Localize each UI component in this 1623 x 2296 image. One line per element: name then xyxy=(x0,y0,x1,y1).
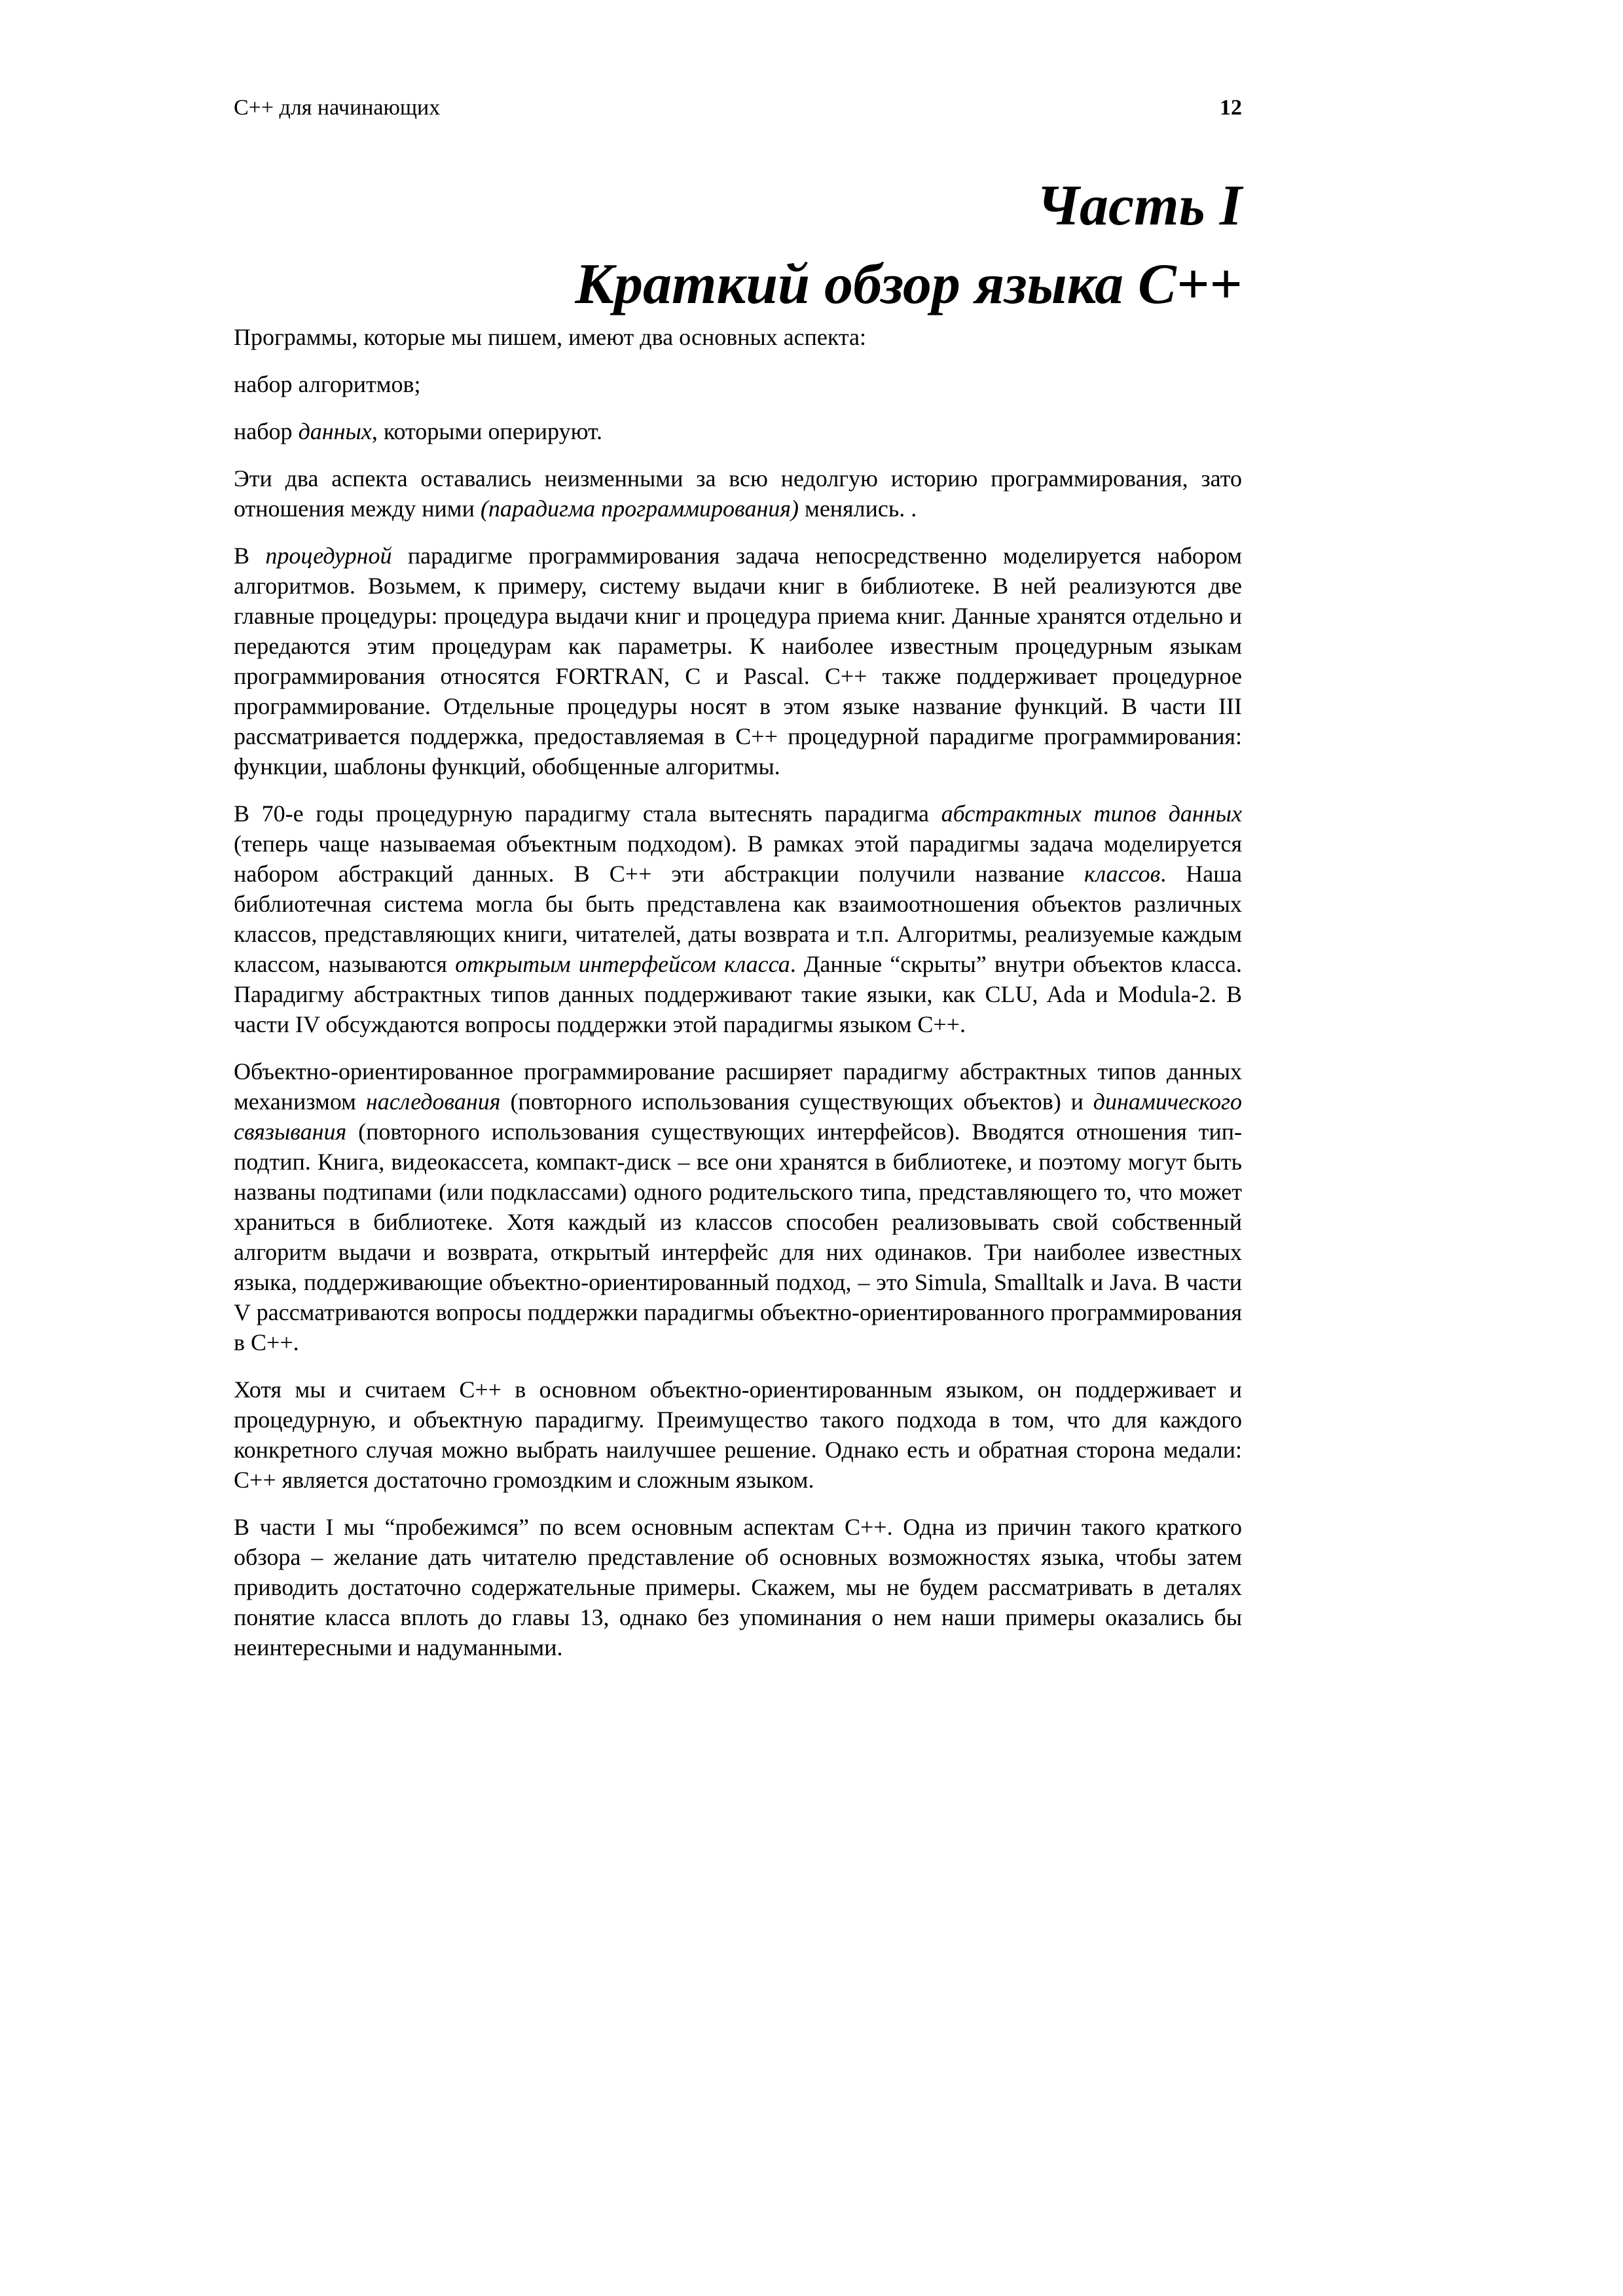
text-run: (теперь чаще называемая объектным подходом). В рамках этой парадигмы задача моделируется набором абстракций данных. В С++ эти абстракции получили название xyxy=(234,831,1242,887)
italic-term: процедурной xyxy=(265,543,392,569)
text-run: . Данные “скрыты” внутри объектов класса. Парадигму абстрактных типов данных поддерживают такие языки, как CLU, Ada и Modula-2. В части IV обсуждаются вопросы поддержки этой парадигмы языком С++. xyxy=(234,951,1242,1037)
text-run: , которыми оперируют. xyxy=(371,418,603,444)
body-text xyxy=(234,322,1242,1679)
part-heading xyxy=(234,167,1242,324)
text-run: (повторного использования существующих интерфейсов). Вводятся отношения тип-подтип. Книга, видеокассета, компакт-диск – все они хранятся в библиотеке, и поэтому могут быть названы подтипами (или подклассами) одного родительского типа, представляющего то, что может храниться в библиотеке. Хотя каждый из классов способен реализовывать свой собственный алгоритм выдачи и возврата, открытый интерфейс для них одинаков. Три наиболее известных языка, поддерживающие объектно-ориентированный подход, – это Simula, Smalltalk и Java. В части V рассматриваются вопросы поддержки парадигмы объектно-ориентированного программирования в С++. xyxy=(234,1119,1242,1355)
text-run: В xyxy=(234,543,266,569)
paragraph-aspects xyxy=(234,463,1242,524)
paragraph-multiparadigm: Хотя мы и считаем С++ в основном объектно-ориентированным языком, он поддерживает и процедурную, и объектную парадигму. Преимущество такого подхода в том, что для каждого конкретного случая можно выбрать наилучшее решение. Однако есть и обратная сторона медали: С++ является достаточно громоздким и сложным языком. xyxy=(234,1376,1242,1493)
italic-term: абстрактных типов данных xyxy=(941,800,1243,827)
part-title: Краткий обзор языка С++ xyxy=(575,253,1242,316)
paragraph-procedural xyxy=(234,541,1242,781)
paragraph-abstract-types xyxy=(234,798,1242,1039)
running-header xyxy=(234,92,1242,124)
text-run: парадигме программирования задача непосредственно моделируется набором алгоритмов. Возьмем, к примеру, систему выдачи книг в библиотеке. В ней реализуются две главные процедуры: процедура выдачи книг и процедура приема книг. Данные хранятся отдельно и передаются этим процедурам как параметры. К наиболее известным процедурным языкам программирования относятся FORTRAN, C и Pascal. С++ также поддерживает процедурное программирование. Отдельные процедуры носят в этом языке название функций. В части III рассматривается поддержка, предоставляемая в С++ процедурной парадигме программирования: функции, шаблоны функций, обобщенные алгоритмы. xyxy=(234,543,1242,780)
page-number: 12 xyxy=(1220,96,1242,120)
paragraph-intro: Программы, которые мы пишем, имеют два основных аспекта: xyxy=(234,324,867,350)
text-run: . Наша библиотечная система могла бы быть представлена как взаимоотношения объектов различных классов, представляющих книги, читателей, даты возврата и т.п. Алгоритмы, реализуемые каждым классом, называются xyxy=(234,861,1242,977)
text-run: (повторного использования существующих объектов) и xyxy=(500,1088,1093,1115)
italic-term: данных xyxy=(298,418,372,444)
text-run: В 70-е годы процедурную парадигму стала вытеснять парадигма xyxy=(234,800,941,827)
italic-term: открытым интерфейсом класса xyxy=(455,951,790,977)
paragraph-overview: В части I мы “пробежимся” по всем основным аспектам С++. Одна из причин такого краткого обзора – желание дать читателю представление об основных возможностях языка, чтобы затем приводить достаточно содержательные примеры. Скажем, мы не будем рассматривать в деталях понятие класса вплоть до главы 13, однако без упоминания о нем наши примеры оказались бы неинтересными и надуманными. xyxy=(234,1514,1242,1660)
italic-term: (парадигма программирования) xyxy=(480,495,799,522)
italic-term: классов xyxy=(1084,861,1161,887)
italic-term: наследования xyxy=(365,1088,501,1115)
text-run: Эти два аспекта оставались неизменными за всю недолгую историю программирования, зато отношения между ними xyxy=(234,465,1242,522)
paragraph-algorithms: набор алгоритмов; xyxy=(234,371,421,397)
part-label: Часть I xyxy=(1036,174,1242,238)
italic-term: динамического связывания xyxy=(234,1088,1242,1145)
running-title: С++ для начинающих xyxy=(234,96,441,120)
text-run: Объектно-ориентированное программирование расширяет парадигму абстрактных типов данных механизмом xyxy=(234,1058,1242,1115)
text-run: набор xyxy=(234,418,299,444)
paragraph-data xyxy=(234,416,1242,446)
text-run: менялись. . xyxy=(799,495,917,522)
paragraph-oop xyxy=(234,1056,1242,1357)
